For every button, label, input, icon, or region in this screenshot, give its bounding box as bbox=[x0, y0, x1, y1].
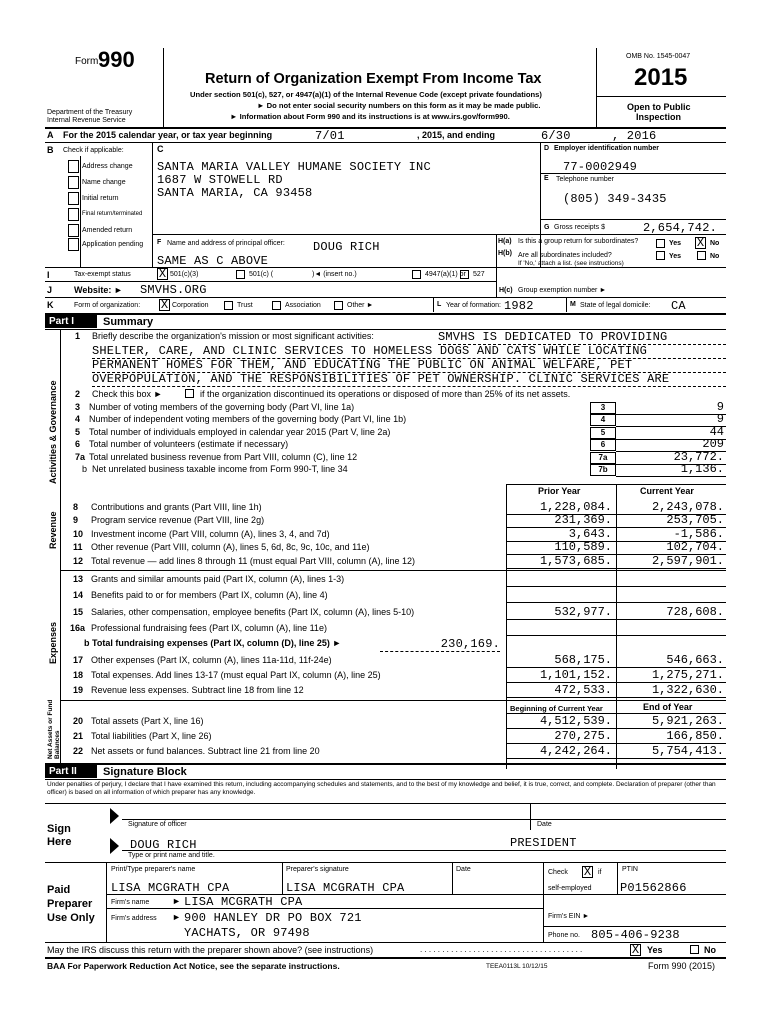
firm-address-1: 900 HANLEY DR PO BOX 721 bbox=[184, 911, 362, 925]
firm-name-arrow: ► bbox=[172, 896, 181, 906]
expense-line-number: 18 bbox=[73, 669, 84, 680]
line-j-text: Website: ► bbox=[74, 285, 123, 295]
expense-line-prior: 532,977. bbox=[554, 604, 612, 619]
expense-line-text: Salaries, other compensation, employee benefits (Part IX, column (A), lines 5-10) bbox=[91, 606, 415, 617]
gov-line-number: 7a bbox=[75, 451, 86, 462]
trust-checkbox[interactable] bbox=[224, 301, 233, 310]
gov-line-number: b bbox=[82, 464, 88, 474]
line-b-item-label: Final return/terminated bbox=[82, 211, 143, 217]
revenue-line-current: 102,704. bbox=[666, 540, 724, 555]
expenses-sidebar: Expenses bbox=[48, 621, 58, 664]
sign-arrow-1 bbox=[110, 808, 119, 824]
firm-addr-arrow: ► bbox=[172, 912, 181, 922]
gov-line-value: 209 bbox=[702, 437, 724, 452]
mission-line-3: PERMANENT HOMES FOR THEM, AND EDUCATING THE PUBLIC ON ANIMAL WELFARE, PET bbox=[92, 358, 726, 373]
net-assets-line-text: Net assets or fund balances. Subtract line 21 from line 20 bbox=[91, 745, 320, 756]
signature-date-label: Date bbox=[537, 821, 552, 828]
line-c-label: C bbox=[157, 144, 164, 154]
gross-receipts: 2,654,742. bbox=[643, 221, 718, 235]
gov-line-box: 7b bbox=[590, 464, 616, 476]
hb-yes-label: Yes bbox=[669, 253, 682, 260]
gov-line-text: Number of independent voting members of the governing body (Part VI, line 1b) bbox=[89, 414, 407, 425]
website: SMVHS.ORG bbox=[140, 283, 207, 297]
expense-line-text: Grants and similar amounts paid (Part IX, column (A), lines 1-3) bbox=[91, 574, 345, 584]
line-b-label: B bbox=[47, 145, 54, 155]
net-assets-line-text: Total liabilities (Part X, line 26) bbox=[91, 730, 212, 741]
hb-yes-checkbox[interactable] bbox=[656, 251, 665, 260]
expense-line-number: 16a bbox=[70, 623, 86, 634]
org-name: SANTA MARIA VALLEY HUMANE SOCIETY INC bbox=[157, 160, 431, 174]
gov-line-box: 6 bbox=[590, 439, 616, 451]
line-g-text: Gross receipts $ bbox=[554, 224, 605, 231]
line-j-label: J bbox=[47, 285, 53, 295]
revenue-line-number: 9 bbox=[73, 515, 79, 526]
revenue-line-current: 253,705. bbox=[666, 513, 724, 528]
net-assets-line-number: 20 bbox=[73, 716, 84, 726]
gov-line-box: 3 bbox=[590, 402, 616, 414]
form-reference: Form 990 (2015) bbox=[648, 961, 716, 971]
boy-header: Beginning of Current Year bbox=[510, 704, 603, 713]
prep-date-label: Date bbox=[456, 866, 471, 873]
association-label: Association bbox=[285, 302, 321, 309]
line-a-text: For the 2015 calendar year, or tax year beginning bbox=[63, 130, 273, 140]
line-g-label: G bbox=[544, 224, 550, 231]
expense-line-prior: 472,533. bbox=[554, 682, 612, 697]
501c3-label: 501(c)(3) bbox=[170, 271, 199, 278]
line-b-checkbox[interactable] bbox=[68, 208, 79, 221]
gov-line-value: 23,772. bbox=[673, 449, 724, 464]
sign-arrow-2 bbox=[110, 838, 119, 854]
expense-line-prior: 568,175. bbox=[554, 653, 612, 667]
line-b-checkbox[interactable] bbox=[68, 192, 79, 205]
revenue-line-number: 8 bbox=[73, 502, 79, 512]
gov-line-text: Total number of volunteers (estimate if necessary) bbox=[89, 439, 289, 450]
gov-line-box: 5 bbox=[590, 427, 616, 439]
tax-year-end-year: , 2016 bbox=[612, 129, 657, 143]
preparer-name: LISA MCGRATH CPA bbox=[111, 881, 230, 895]
revenue-line-current: 2,243,078. bbox=[651, 500, 724, 514]
net-assets-line-current: 166,850. bbox=[666, 728, 724, 743]
prep-name-label: Print/Type preparer's name bbox=[111, 866, 196, 873]
line-b-item-label: Address change bbox=[82, 163, 133, 170]
line-hc-text: Group exemption number ► bbox=[518, 287, 607, 294]
discuss-dots: . . . . . . . . . . . . . . . . . . . . . . . . . . . . . . . . . . . . . bbox=[420, 945, 583, 954]
expense-line-number: 15 bbox=[73, 606, 84, 617]
expense-line-number: 19 bbox=[73, 684, 84, 695]
tax-year: 2015 bbox=[634, 64, 688, 91]
line-l-label: L bbox=[437, 301, 442, 308]
line-a-label: A bbox=[47, 130, 54, 140]
perjury-statement: Under penalties of perjury, I declare that I have examined this return, including accompanying schedules and statements, and to the best of my knowledge and belief, it is true, correct, and complete. Declaration of preparer (other than officer) is based on all information of which preparer has any knowledge. bbox=[47, 781, 716, 796]
gov-line-text: Total unrelated business revenue from Part VIII, column (C), line 12 bbox=[89, 451, 358, 462]
revenue-line-number: 11 bbox=[73, 542, 83, 553]
line-m-text: State of legal domicile: bbox=[580, 302, 651, 309]
expense-line-current: 1,275,271. bbox=[651, 667, 724, 682]
org-city: SANTA MARIA, CA 93458 bbox=[157, 186, 313, 200]
expense-line-number: 14 bbox=[73, 590, 84, 601]
form-code: TEEA0113L 10/12/15 bbox=[486, 963, 548, 970]
tax-year-end: 6/30 bbox=[541, 129, 571, 143]
other-label: Other ► bbox=[347, 302, 374, 309]
revenue-line-current: 2,597,901. bbox=[651, 553, 724, 568]
self-employed-label: self-employed bbox=[548, 885, 592, 892]
line-k-text: Form of organization: bbox=[74, 302, 141, 309]
gov-line-value: 9 bbox=[716, 412, 724, 427]
line-hb-text: Are all subordinates included? bbox=[518, 252, 612, 259]
irs-label: Internal Revenue Service bbox=[47, 117, 126, 124]
line-f-text: Name and address of principal officer: bbox=[167, 240, 285, 247]
eoy-header: End of Year bbox=[643, 702, 693, 712]
revenue-line-number: 12 bbox=[73, 555, 84, 566]
baa-notice: BAA For Paperwork Reduction Act Notice, see the separate instructions. bbox=[47, 961, 340, 971]
gov-line-value: 44 bbox=[709, 424, 724, 439]
line-b-checkbox[interactable] bbox=[68, 224, 79, 237]
type-print-label: Type or print name and title. bbox=[128, 852, 215, 859]
line-b-item-label: Application pending bbox=[82, 241, 144, 248]
phone-label: Phone no. bbox=[548, 932, 580, 939]
expense-line-text: Benefits paid to or for members (Part IX, column (A), line 4) bbox=[91, 590, 328, 601]
gov-line-value: 9 bbox=[716, 400, 724, 414]
gov-line-number: 3 bbox=[75, 402, 81, 412]
line-d-label: D bbox=[544, 145, 550, 152]
firm-addr-label: Firm's address bbox=[111, 915, 157, 922]
use-only-label: Use Only bbox=[47, 912, 95, 924]
firm-ein-label: Firm's EIN ► bbox=[548, 913, 590, 920]
line-b-item-label: Amended return bbox=[82, 227, 133, 234]
527-label: 527 bbox=[473, 271, 485, 278]
line-ha-label: H(a) bbox=[498, 238, 512, 245]
if-label: if bbox=[598, 869, 602, 876]
gov-line-box: 7a bbox=[590, 452, 616, 464]
gov-line-text: Total number of individuals employed in calendar year 2015 (Part V, line 2a) bbox=[89, 426, 391, 437]
line-f-label: F bbox=[157, 239, 162, 246]
net-assets-line-text: Total assets (Part X, line 16) bbox=[91, 716, 204, 726]
gov-line-number: 6 bbox=[75, 439, 81, 450]
gov-line-text: Net unrelated business taxable income from Form 990-T, line 34 bbox=[92, 464, 348, 474]
line-b-item-label: Name change bbox=[82, 179, 126, 186]
501c-label: 501(c) ( bbox=[249, 271, 274, 278]
ptin-value: P01562866 bbox=[620, 881, 687, 895]
check-if-applicable: Check if applicable: bbox=[63, 147, 124, 154]
net-assets-line-prior: 270,275. bbox=[554, 728, 612, 743]
revenue-line-prior: 3,643. bbox=[568, 526, 612, 541]
revenue-line-text: Program service revenue (Part VIII, line 2g) bbox=[91, 515, 265, 526]
preparer-signature: LISA MCGRATH CPA bbox=[286, 881, 405, 895]
line-ha-text: Is this a group return for subordinates? bbox=[518, 238, 639, 245]
line-b-checkbox[interactable] bbox=[68, 160, 79, 173]
association-checkbox[interactable] bbox=[272, 301, 281, 310]
revenue-line-prior: 231,369. bbox=[554, 513, 612, 528]
sign-label: Sign bbox=[47, 823, 71, 835]
4947-checkbox[interactable] bbox=[412, 270, 421, 279]
line-hb-label: H(b) bbox=[498, 250, 512, 257]
tax-year-begin: 7/01 bbox=[315, 129, 345, 143]
ein-value: 77-0002949 bbox=[563, 160, 638, 174]
mission-line-2: SHELTER, CARE, AND CLINIC SERVICES TO HOMELESS DOGS AND CATS WHILE LOCATING bbox=[92, 344, 726, 359]
corporation-checkbox[interactable]: X bbox=[160, 298, 169, 312]
activities-governance-sidebar: Activities & Governance bbox=[48, 380, 58, 484]
501c-insert: )◄ (insert no.) bbox=[312, 271, 357, 278]
501c3-checkbox[interactable]: X bbox=[158, 267, 167, 281]
expense-line-number: 13 bbox=[73, 574, 84, 584]
hb-no-label: No bbox=[710, 253, 720, 260]
net-assets-line-current: 5,921,263. bbox=[651, 714, 724, 728]
paid-label: Paid bbox=[47, 884, 71, 896]
line-b-checkbox[interactable] bbox=[68, 238, 79, 251]
firm-name-label: Firm's name bbox=[111, 899, 150, 906]
revenue-line-text: Total revenue — add lines 8 through 11 (must equal Part VIII, column (A), line 12) bbox=[91, 555, 415, 566]
signature-officer-label: Signature of officer bbox=[128, 821, 187, 828]
line-l-text: Year of formation: bbox=[446, 302, 501, 309]
line16b-text: b Total fundraising expenses (Part IX, column (D), line 25) ► bbox=[84, 638, 342, 648]
expense-line-text: Other expenses (Part IX, column (A), lines 11a-11d, 11f-24e) bbox=[91, 655, 332, 665]
line-i-label: I bbox=[47, 270, 50, 280]
ha-yes-checkbox[interactable] bbox=[656, 239, 665, 248]
corporation-label: Corporation bbox=[172, 302, 209, 309]
year-formation: 1982 bbox=[504, 299, 534, 313]
principal-officer: DOUG RICH bbox=[313, 240, 380, 254]
501c-checkbox[interactable] bbox=[236, 270, 245, 279]
line-i-text: Tax-exempt status bbox=[74, 271, 131, 278]
revenue-line-number: 10 bbox=[73, 528, 84, 539]
gov-line-text: Number of voting members of the governing body (Part VI, line 1a) bbox=[89, 402, 355, 412]
revenue-sidebar: Revenue bbox=[48, 511, 58, 549]
part1-label: Part I bbox=[45, 315, 97, 328]
ha-no-checkbox[interactable]: X bbox=[696, 236, 705, 250]
preparer-label: Preparer bbox=[47, 898, 93, 910]
check-label: Check bbox=[548, 869, 568, 876]
self-employed-checkbox[interactable]: X bbox=[583, 865, 592, 879]
ha-yes-label: Yes bbox=[669, 240, 682, 247]
line16b-value: 230,169. bbox=[380, 637, 500, 652]
net-assets-line-number: 22 bbox=[73, 745, 84, 756]
revenue-line-prior: 1,228,084. bbox=[539, 500, 612, 514]
line1-number: 1 bbox=[75, 331, 81, 341]
mission-line-4: OVERPOPULATION, AND THE RESPONSIBILITIES OF PET OWNERSHIP. CLINIC SERVICES ARE bbox=[92, 372, 726, 387]
discuss-question: May the IRS discuss this return with the preparer shown above? (see instructions) bbox=[47, 945, 374, 955]
hb-no-checkbox[interactable] bbox=[697, 251, 706, 260]
current-year-header: Current Year bbox=[640, 486, 694, 496]
ssn-note: ► Do not enter social security numbers on this form as it may be made public. bbox=[257, 101, 541, 110]
open-public: Open to Public bbox=[627, 102, 691, 112]
net-assets-line-prior: 4,242,264. bbox=[539, 743, 612, 758]
gov-line-box: 4 bbox=[590, 414, 616, 426]
form-subtitle: Under section 501(c), 527, or 4947(a)(1) of the Internal Revenue Code (except private foundations) bbox=[190, 90, 542, 99]
line-hc-label: H(c) bbox=[499, 287, 513, 294]
form-title: Return of Organization Exempt From Income Tax bbox=[205, 71, 542, 87]
gov-line-value: 1,136. bbox=[680, 462, 724, 476]
prep-sig-label: Preparer's signature bbox=[286, 866, 349, 873]
4947-label: 4947(a)(1) or bbox=[425, 271, 466, 278]
line2-number: 2 bbox=[75, 389, 81, 399]
line-d-text: Employer identification number bbox=[554, 145, 660, 152]
ptin-label: PTIN bbox=[622, 866, 638, 873]
expense-line-current: 546,663. bbox=[666, 653, 724, 667]
part2-label: Part II bbox=[45, 765, 97, 778]
here-label: Here bbox=[47, 836, 72, 848]
form-number: 990 bbox=[98, 47, 135, 72]
info-note: ► Information about Form 990 and its instructions is at www.irs.gov/form990. bbox=[230, 112, 510, 121]
discuss-no-checkbox[interactable] bbox=[690, 945, 699, 954]
discuss-yes-checkbox[interactable]: X bbox=[631, 943, 640, 957]
line2-text-a: Check this box ► bbox=[92, 389, 163, 399]
revenue-line-text: Investment income (Part VIII, column (A), lines 3, 4, and 7d) bbox=[91, 528, 330, 539]
revenue-line-text: Other revenue (Part VIII, column (A), lines 5, 6d, 8c, 9c, 10c, and 11e) bbox=[91, 542, 370, 553]
line-e-label: E bbox=[544, 175, 549, 182]
dept-treasury: Department of the Treasury bbox=[47, 109, 133, 116]
expense-line-current: 728,608. bbox=[666, 604, 724, 619]
revenue-line-prior: 1,573,685. bbox=[539, 553, 612, 568]
line-b-item-label: Initial return bbox=[82, 195, 119, 202]
discontinued-checkbox[interactable] bbox=[185, 389, 194, 398]
part2-title: Signature Block bbox=[103, 766, 187, 778]
expense-line-text: Revenue less expenses. Subtract line 18 from line 12 bbox=[91, 684, 304, 695]
line-e-text: Telephone number bbox=[556, 176, 614, 183]
net-assets-sidebar: Net Assets or Fund Balances bbox=[47, 699, 61, 759]
revenue-line-current: -1,586. bbox=[673, 526, 724, 541]
expense-line-prior: 1,101,152. bbox=[539, 667, 612, 682]
revenue-line-prior: 110,589. bbox=[554, 540, 612, 555]
net-assets-line-number: 21 bbox=[73, 730, 84, 741]
firm-name: LISA MCGRATH CPA bbox=[184, 895, 303, 909]
discuss-yes-label: Yes bbox=[647, 945, 663, 955]
net-assets-line-current: 5,754,413. bbox=[651, 743, 724, 758]
firm-address-2: YACHATS, OR 97498 bbox=[184, 926, 310, 940]
mission-line-1: SMVHS IS DEDICATED TO PROVIDING bbox=[438, 330, 726, 345]
trust-label: Trust bbox=[237, 302, 253, 309]
officer-title: PRESIDENT bbox=[510, 836, 577, 850]
ha-no-label: No bbox=[710, 240, 720, 247]
gov-line-number: 4 bbox=[75, 414, 81, 425]
expense-line-text: Professional fundraising fees (Part IX, column (A), line 11e) bbox=[91, 623, 327, 634]
officer-name: DOUG RICH bbox=[130, 838, 197, 852]
officer-address: SAME AS C ABOVE bbox=[157, 254, 269, 268]
line-k-label: K bbox=[47, 300, 54, 310]
prior-year-header: Prior Year bbox=[538, 486, 581, 496]
state-domicile: CA bbox=[671, 299, 686, 313]
line-m-label: M bbox=[570, 301, 576, 308]
line-b-checkbox[interactable] bbox=[68, 176, 79, 189]
inspection: Inspection bbox=[636, 112, 682, 122]
omb-number: OMB No. 1545-0047 bbox=[626, 53, 691, 60]
phone-value: (805) 349-3435 bbox=[563, 192, 667, 206]
527-checkbox[interactable] bbox=[460, 270, 469, 279]
form-word: Form bbox=[75, 56, 99, 67]
line2-text-b: if the organization discontinued its operations or disposed of more than 25% of its net assets. bbox=[200, 389, 571, 399]
discuss-no-label: No bbox=[704, 945, 716, 955]
firm-phone: 805-406-9238 bbox=[591, 928, 680, 942]
gov-line-number: 5 bbox=[75, 426, 81, 437]
other-checkbox[interactable] bbox=[334, 301, 343, 310]
part1-title: Summary bbox=[103, 316, 154, 328]
expense-line-number: 17 bbox=[73, 655, 84, 665]
expense-line-current: 1,322,630. bbox=[651, 682, 724, 697]
net-assets-line-prior: 4,512,539. bbox=[539, 714, 612, 728]
line1-text: Briefly describe the organization's mission or most significant activities: bbox=[92, 331, 374, 341]
org-street: 1687 W STOWELL RD bbox=[157, 173, 283, 187]
line-a-mid: , 2015, and ending bbox=[417, 130, 496, 140]
line-hb-note: If 'No,' attach a list. (see instructions) bbox=[518, 260, 624, 267]
expense-line-text: Total expenses. Add lines 13-17 (must equal Part IX, column (A), line 25) bbox=[91, 669, 381, 680]
revenue-line-text: Contributions and grants (Part VIII, line 1h) bbox=[91, 502, 262, 512]
